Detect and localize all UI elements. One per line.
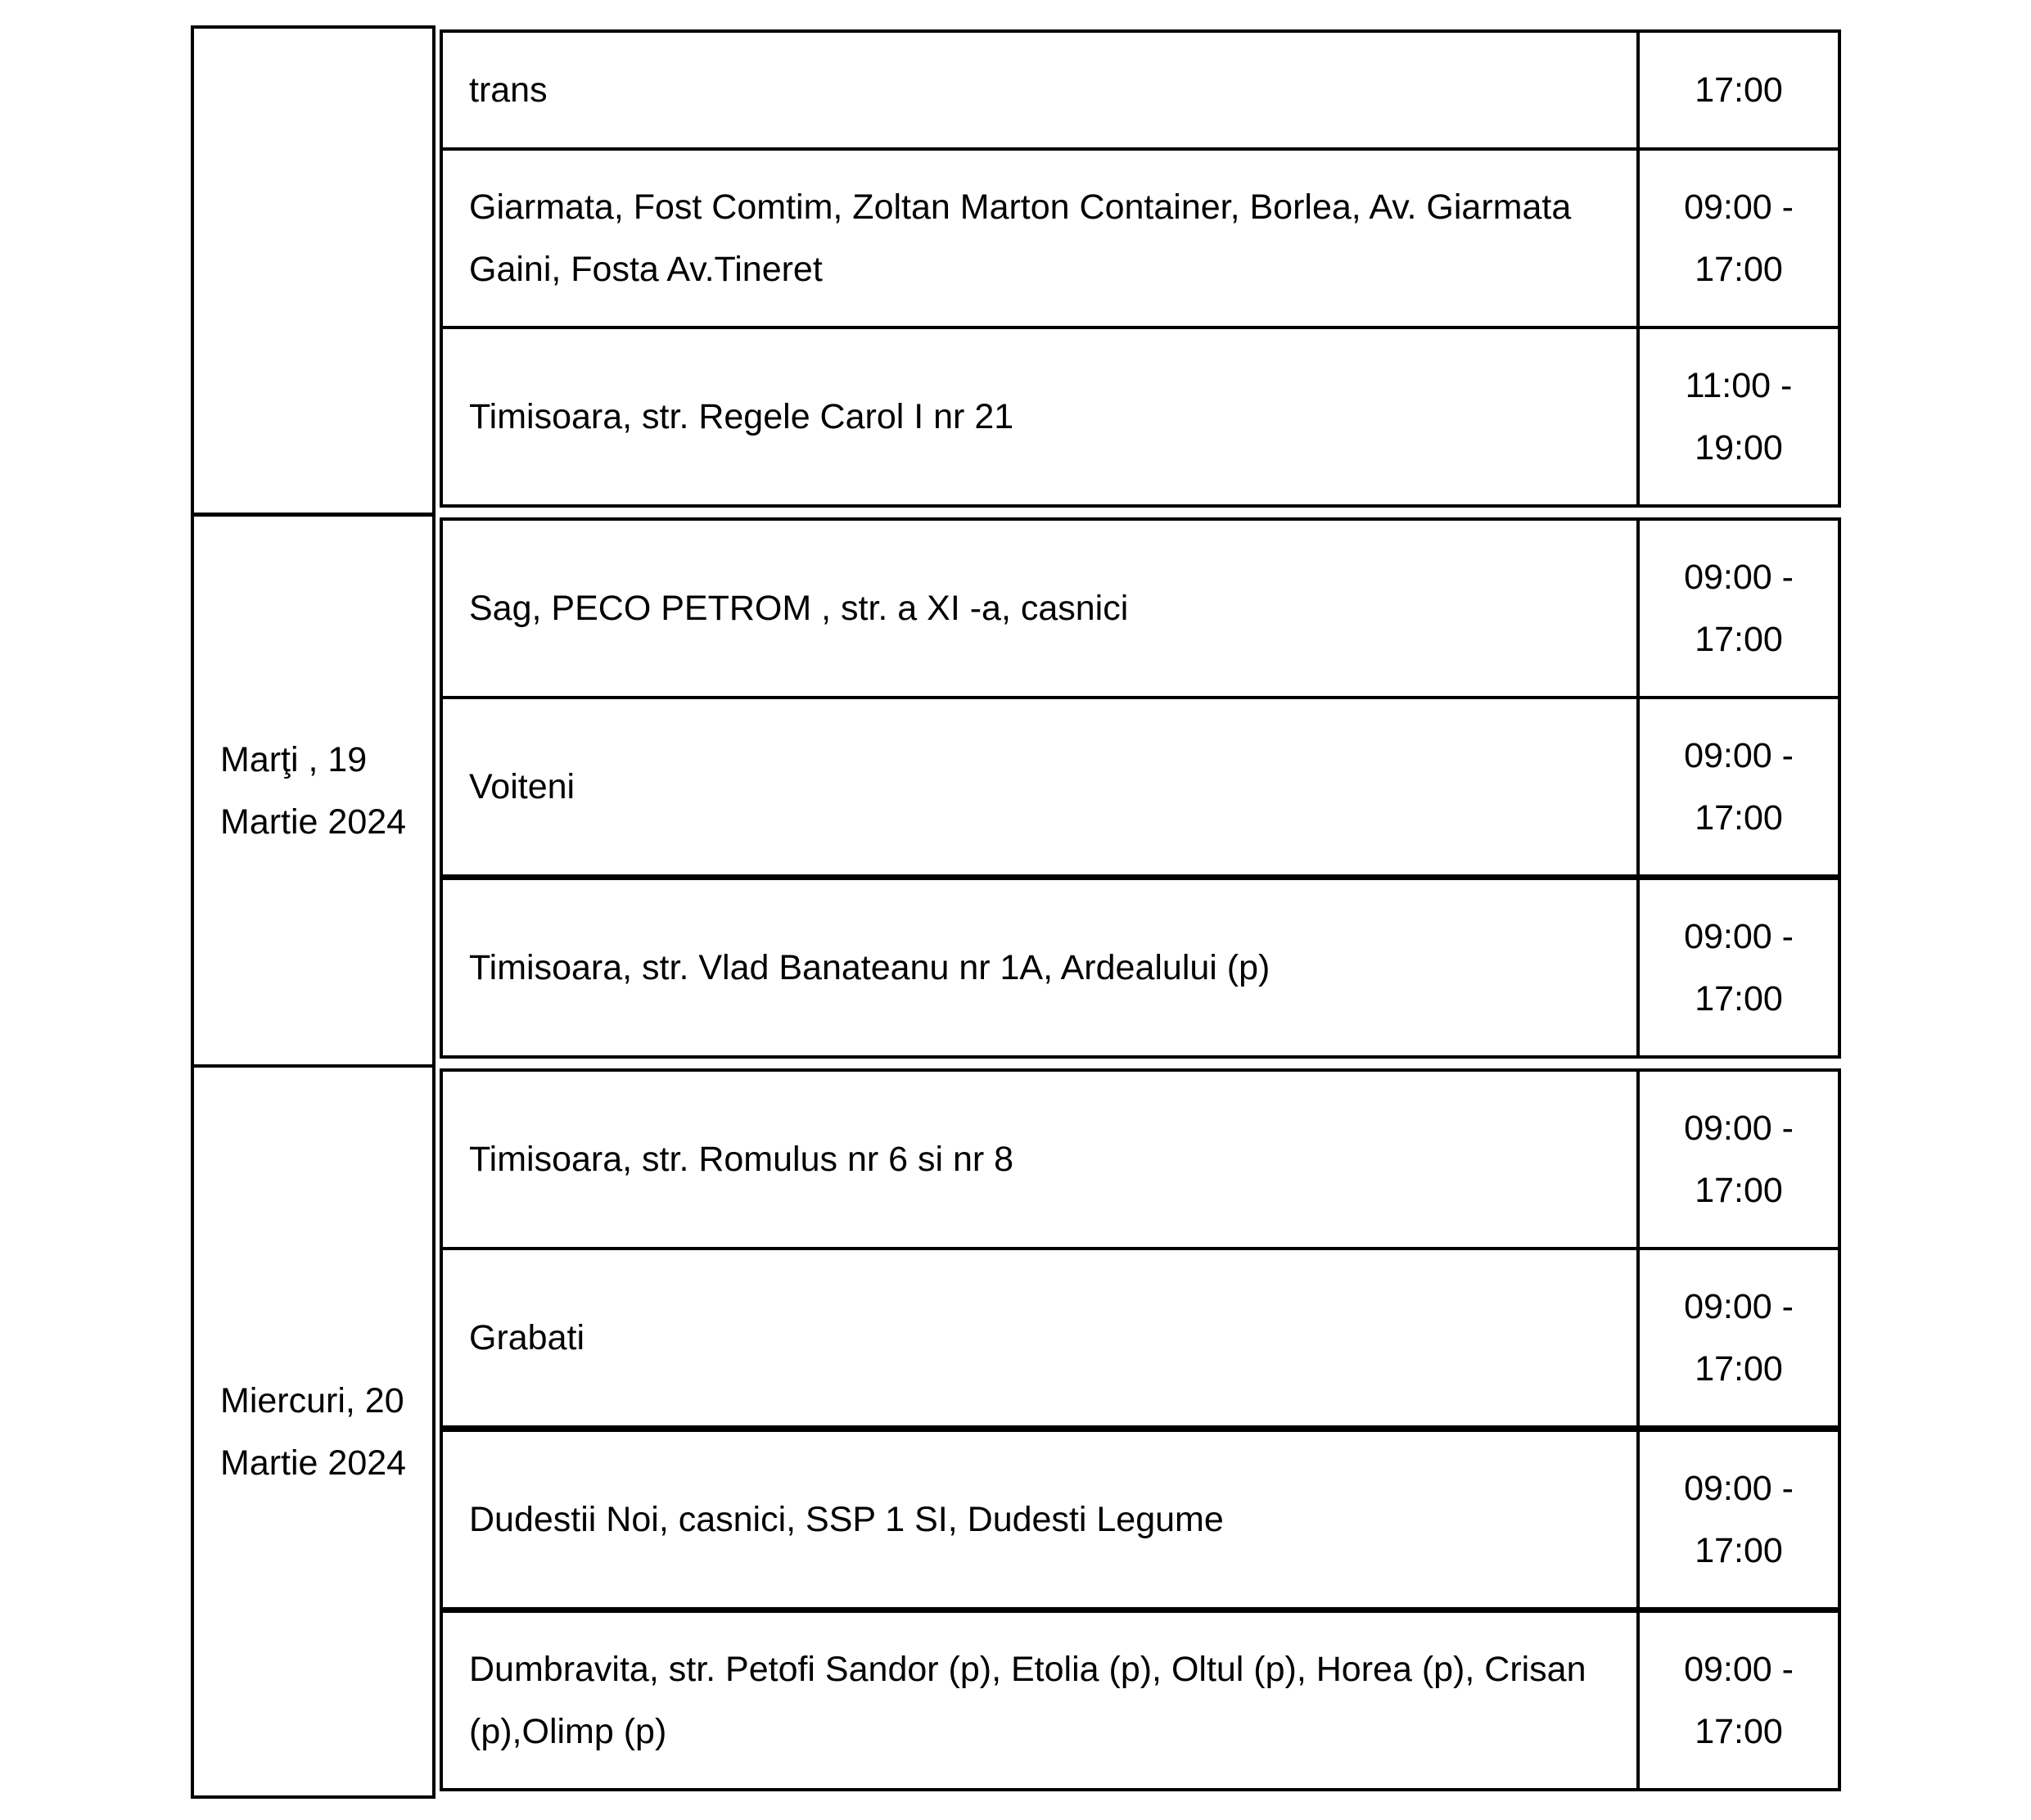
- table-row: [440, 147, 1841, 329]
- time-text: 09:00 - 17:00: [1684, 917, 1794, 1018]
- location-cell: [440, 877, 1640, 1059]
- table-row: [440, 696, 1841, 878]
- location-cell: [440, 1429, 1640, 1610]
- schedule-rows: [440, 25, 1841, 516]
- time-cell: [1636, 696, 1841, 878]
- schedule-group: [191, 25, 1841, 516]
- time-cell: [1636, 29, 1841, 151]
- time-cell: [1636, 1610, 1841, 1791]
- time-text: 09:00 - 17:00: [1684, 1469, 1794, 1570]
- time-cell: [1636, 1068, 1841, 1250]
- time-cell: [1636, 517, 1841, 699]
- time-text: 09:00 - 17:00: [1684, 1650, 1794, 1751]
- location-cell: [440, 147, 1640, 329]
- time-text: 09:00 - 17:00: [1684, 1109, 1794, 1210]
- time-cell: [1636, 1429, 1841, 1610]
- time-cell: [1636, 1247, 1841, 1429]
- time-cell: [1636, 147, 1841, 329]
- location-text: Timisoara, str. Romulus nr 6 si nr 8: [469, 1140, 1014, 1179]
- location-cell: [440, 1247, 1640, 1429]
- time-text: 09:00 - 17:00: [1684, 187, 1794, 289]
- table-row: [440, 1247, 1841, 1429]
- location-cell: [440, 29, 1640, 151]
- time-text: 11:00 - 19:00: [1685, 366, 1793, 467]
- table-row: [440, 1068, 1841, 1250]
- table-row: [440, 29, 1841, 151]
- location-text: Grabati: [469, 1318, 585, 1357]
- schedule-rows: [440, 1064, 1841, 1799]
- table-row: [440, 326, 1841, 508]
- location-text: Voiteni: [469, 767, 575, 806]
- location-text: Timisoara, str. Regele Carol I nr 21: [469, 397, 1014, 436]
- schedule-rows: [440, 513, 1841, 1068]
- location-text: Dudestii Noi, casnici, SSP 1 SI, Dudesti Legume: [469, 1500, 1224, 1539]
- date-label: Miercuri, 20 Martie 2024: [220, 1380, 407, 1483]
- location-cell: [440, 326, 1640, 508]
- time-text: 09:00 - 17:00: [1684, 736, 1794, 838]
- location-text: Sag, PECO PETROM , str. a XI -a, casnici: [469, 589, 1129, 628]
- location-text: Giarmata, Fost Comtim, Zoltan Marton Container, Borlea, Av. Giarmata Gaini, Fosta Av.Tineret: [469, 187, 1572, 289]
- table-row: [440, 877, 1841, 1059]
- time-text: 09:00 - 17:00: [1684, 1287, 1794, 1389]
- table-row: [440, 517, 1841, 699]
- date-cell: [191, 25, 436, 516]
- date-cell: [191, 1064, 436, 1799]
- time-text: 17:00: [1695, 70, 1783, 110]
- table-row: [440, 1610, 1841, 1791]
- location-cell: [440, 1068, 1640, 1250]
- date-label: Marţi , 19 Martie 2024: [220, 739, 407, 842]
- schedule-group: [191, 1064, 1841, 1799]
- date-cell: [191, 513, 436, 1068]
- location-text: trans: [469, 70, 548, 110]
- location-cell: [440, 517, 1640, 699]
- time-cell: [1636, 877, 1841, 1059]
- location-text: Timisoara, str. Vlad Banateanu nr 1A, Ardealului (p): [469, 948, 1271, 987]
- table-row: [440, 1429, 1841, 1610]
- schedule-group: [191, 513, 1841, 1068]
- location-cell: [440, 696, 1640, 878]
- time-text: 09:00 - 17:00: [1684, 558, 1794, 659]
- location-text: Dumbravita, str. Petofi Sandor (p), Etolia (p), Oltul (p), Horea (p), Crisan (p),Olimp (p): [469, 1650, 1586, 1751]
- location-cell: [440, 1610, 1640, 1791]
- time-cell: [1636, 326, 1841, 508]
